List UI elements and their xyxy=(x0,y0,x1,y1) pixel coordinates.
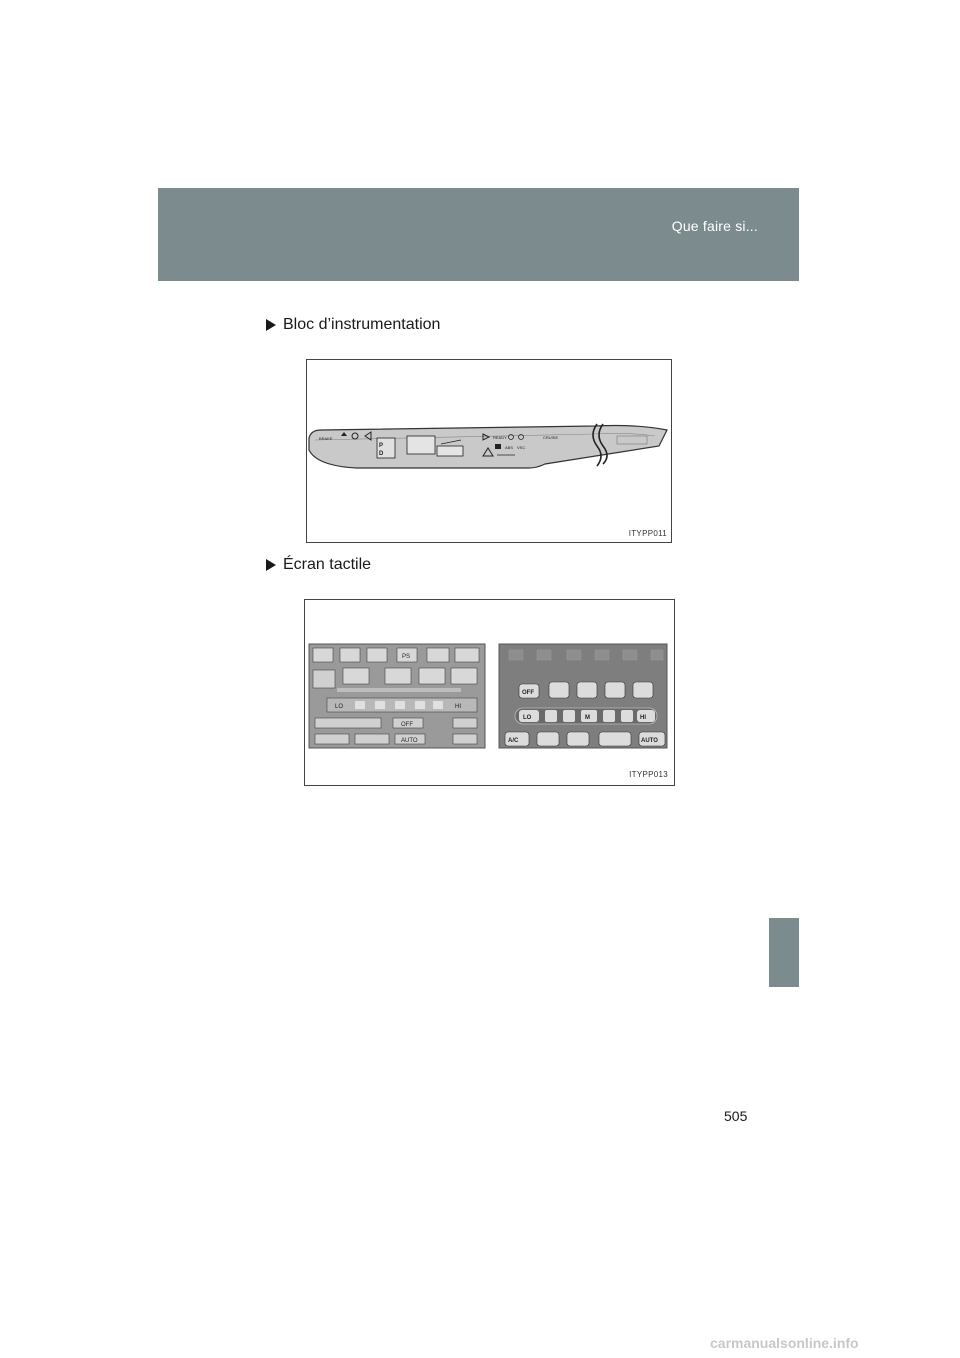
right-fan-lo-label: LO xyxy=(523,715,532,721)
chapter-side-tab xyxy=(769,918,799,987)
figure-code: ITYPP013 xyxy=(629,770,668,779)
speed-display xyxy=(407,436,435,454)
page-number: 505 xyxy=(724,1108,748,1124)
page-header xyxy=(158,188,799,281)
ready-label: READY xyxy=(493,435,507,440)
touch-screen-figure xyxy=(304,599,675,786)
svg-text:P: P xyxy=(379,443,384,449)
section-title: Bloc d’instrumentation xyxy=(283,316,441,333)
section-heading-instrument-cluster xyxy=(266,316,440,334)
abs-label: ABS xyxy=(505,445,514,450)
vsc-label: VSC xyxy=(517,445,526,450)
fuel-display xyxy=(437,446,463,456)
left-fan-lo-label: LO xyxy=(335,704,344,710)
left-off-label: OFF xyxy=(401,722,413,728)
right-fan-m-label: M xyxy=(585,715,590,721)
triangle-bullet-icon xyxy=(266,319,276,331)
right-off-label: OFF xyxy=(522,690,534,696)
instrument-cluster-illustration xyxy=(307,360,671,542)
left-auto-label: AUTO xyxy=(401,738,418,744)
section-title: Écran tactile xyxy=(283,556,372,573)
right-ac-label: A/C xyxy=(508,738,519,744)
section-heading-touch-screen xyxy=(266,556,371,574)
ps-icon-label: PS xyxy=(402,654,411,660)
right-auto-label: AUTO xyxy=(641,738,658,744)
touch-screen-illustration xyxy=(305,600,674,785)
brake-label: BRAKE xyxy=(319,436,333,441)
header-title: Que faire si... xyxy=(671,218,758,234)
right-fan-hi-label: HI xyxy=(640,715,646,721)
instrument-cluster-figure xyxy=(306,359,672,543)
cruise-label: CRUISE xyxy=(543,435,559,440)
triangle-bullet-icon xyxy=(266,559,276,571)
figure-code: ITYPP011 xyxy=(628,529,667,538)
svg-text:D: D xyxy=(379,451,384,457)
left-fan-hi-label: HI xyxy=(455,704,461,710)
watermark: carmanualsonline.info xyxy=(710,1335,859,1351)
